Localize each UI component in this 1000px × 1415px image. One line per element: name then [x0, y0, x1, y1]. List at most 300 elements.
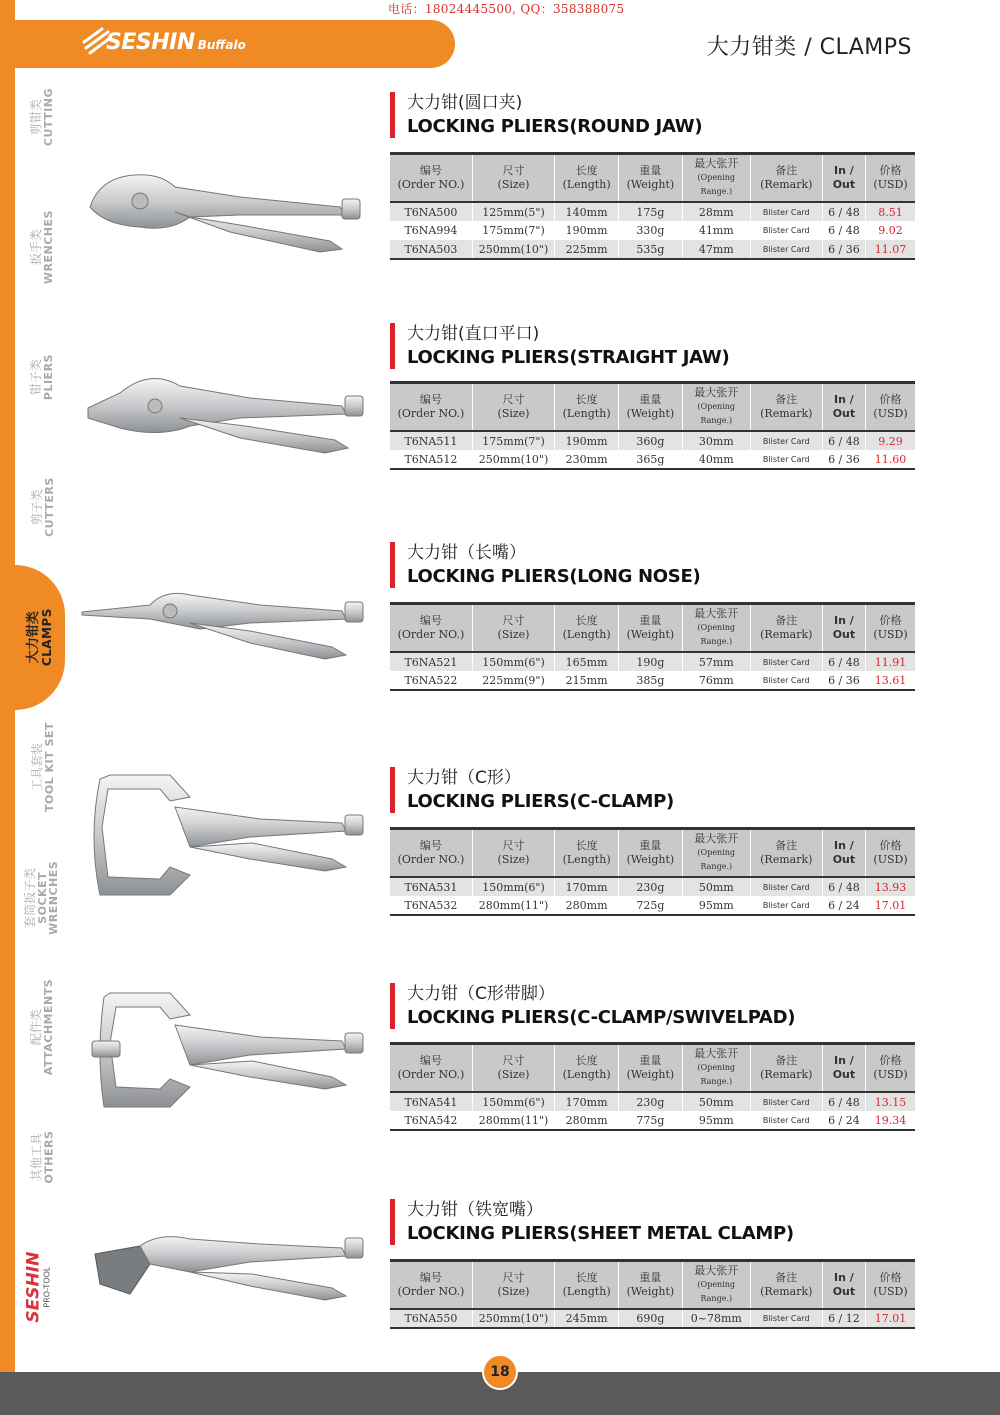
length-cell: 245mm [555, 1309, 619, 1328]
size-cell: 150mm(6") [472, 877, 554, 896]
tab-en: ATTACHMENTS [42, 979, 56, 1076]
brand-logo [88, 30, 246, 55]
price-cell: 9.29 [866, 431, 915, 450]
sidebar-tab-pliers[interactable] [15, 345, 70, 410]
size-cell: 125mm(5") [472, 202, 554, 221]
header-en: (Weight) [626, 853, 675, 866]
header-zh: 尺寸 [502, 164, 525, 177]
length-cell: 230mm [555, 450, 619, 469]
header-en: (Size) [497, 1068, 530, 1081]
price-cell: 11.91 [866, 652, 915, 671]
range-cell: 30mm [682, 431, 750, 450]
weight-header [619, 1044, 683, 1093]
order-cell: T6NA511 [390, 431, 472, 450]
header-zh: 尺寸 [502, 1054, 525, 1067]
range-cell: 50mm [682, 1092, 750, 1111]
product-title [390, 1199, 794, 1245]
inout-cell: 6 / 36 [822, 671, 865, 690]
order-cell: T6NA531 [390, 877, 472, 896]
length-header [555, 829, 619, 878]
table-row [390, 652, 915, 671]
range-header [682, 829, 750, 878]
tab-zh: 工具套装 [29, 743, 44, 792]
table-row [390, 221, 915, 240]
remark-cell: Blister Card [750, 671, 822, 690]
remark-cell: Blister Card [750, 1111, 822, 1130]
header-en: (USD) [873, 1285, 908, 1298]
spec-table [390, 1259, 915, 1329]
length-cell: 225mm [555, 240, 619, 259]
size-cell: 250mm(10") [472, 1309, 554, 1328]
header-en: (Weight) [626, 407, 675, 420]
spec-table [390, 827, 915, 916]
spec-table [390, 1042, 915, 1131]
tab-zh: 套筒扳子类 [23, 867, 38, 928]
header-zh: 价格 [879, 1054, 902, 1067]
header-zh: 长度 [575, 1054, 598, 1067]
product-section-straight-jaw [80, 323, 920, 483]
header-zh: 重量 [639, 1271, 662, 1284]
tab-en: TOOL KIT SET [42, 722, 56, 813]
order-cell: T6NA522 [390, 671, 472, 690]
weight-cell: 175g [619, 202, 683, 221]
table-row [390, 896, 915, 915]
range-cell: 76mm [682, 671, 750, 690]
sidebar-brand-logo [18, 1240, 58, 1335]
header-zh: 重量 [639, 839, 662, 852]
product-title-zh: 大力钳（C形带脚） [407, 984, 555, 1004]
table-row [390, 877, 915, 896]
weight-cell: 230g [619, 877, 683, 896]
header-en: (Order NO.) [397, 178, 465, 191]
header-en: (Opening Range.) [697, 848, 736, 871]
range-cell: 28mm [682, 202, 750, 221]
brand-sub: Buffalo [197, 38, 246, 52]
remark-cell: Blister Card [750, 221, 822, 240]
inout-cell: 6 / 24 [822, 1111, 865, 1130]
header-en: (USD) [873, 1068, 908, 1081]
inout-cell: 6 / 48 [822, 877, 865, 896]
weight-header [619, 604, 683, 653]
size-header [472, 604, 554, 653]
size-header [472, 1261, 554, 1310]
table-row [390, 431, 915, 450]
c-clamp-pliers-icon [80, 767, 370, 902]
sidebar-tab-tool-kit-set[interactable] [15, 720, 70, 815]
tab-zh: 扳手类 [29, 229, 44, 266]
order-cell: T6NA541 [390, 1092, 472, 1111]
header-zh: 编号 [419, 1271, 442, 1284]
size-cell: 150mm(6") [472, 1092, 554, 1111]
remark-header [750, 829, 822, 878]
header-en: (Remark) [760, 1285, 813, 1298]
tab-zh: 钳子类 [29, 359, 44, 396]
price-cell: 17.01 [866, 896, 915, 915]
inout-cell: 6 / 48 [822, 431, 865, 450]
header-en: (Length) [562, 407, 611, 420]
tab-en: OTHERS [42, 1131, 56, 1184]
weight-header [619, 829, 683, 878]
page-number: 18 [482, 1354, 518, 1390]
product-title-zh: 大力钳（铁宽嘴） [407, 1200, 543, 1220]
length-cell: 165mm [555, 652, 619, 671]
header-en: (Remark) [760, 853, 813, 866]
table-row [390, 202, 915, 221]
header-en: (USD) [873, 407, 908, 420]
tab-en: SOCKET [36, 871, 50, 924]
tab-en: CUTTING [42, 88, 56, 147]
weight-cell: 725g [619, 896, 683, 915]
tab-en-2: WRENCHES [47, 860, 61, 935]
sidebar-tab-cutters[interactable] [15, 470, 70, 545]
range-cell: 40mm [682, 450, 750, 469]
header-zh: 最大张开 [694, 832, 739, 845]
price-header [866, 154, 915, 203]
inout-cell: 6 / 36 [822, 450, 865, 469]
header-en: (Size) [497, 407, 530, 420]
range-cell: 41mm [682, 221, 750, 240]
tab-en: CLAMPS [39, 608, 54, 667]
weight-header [619, 383, 683, 432]
range-cell: 57mm [682, 652, 750, 671]
long-nose-pliers-icon [80, 567, 370, 707]
header-en: (Size) [497, 1285, 530, 1298]
size-cell: 175mm(7") [472, 431, 554, 450]
product-section-sheet-metal-clamp [80, 1199, 920, 1359]
tab-zh: 其他工具 [29, 1133, 44, 1182]
order-header [390, 829, 472, 878]
product-section-long-nose [80, 542, 920, 702]
order-cell: T6NA503 [390, 240, 472, 259]
order-header [390, 604, 472, 653]
inout-cell: 6 / 48 [822, 202, 865, 221]
price-header [866, 1261, 915, 1310]
contact-line: 电话：18024445500, QQ：358388075 [388, 2, 625, 16]
header-zh: 最大张开 [694, 1264, 739, 1277]
header-en: (Remark) [760, 1068, 813, 1081]
product-title-en: LOCKING PLIERS(C-CLAMP/SWIVELPAD) [407, 1007, 796, 1028]
header-en: (Size) [497, 853, 530, 866]
header-zh: 价格 [879, 839, 902, 852]
header-en: (USD) [873, 853, 908, 866]
order-header [390, 383, 472, 432]
header-zh: 编号 [419, 164, 442, 177]
range-cell: 50mm [682, 877, 750, 896]
header-zh: 价格 [879, 164, 902, 177]
price-cell: 11.07 [866, 240, 915, 259]
header-zh: 长度 [575, 393, 598, 406]
product-title-zh: 大力钳（C形） [407, 768, 521, 788]
header-zh: 长度 [575, 839, 598, 852]
header-en: (Length) [562, 853, 611, 866]
header-en: (Size) [497, 628, 530, 641]
remark-cell: Blister Card [750, 431, 822, 450]
range-header [682, 383, 750, 432]
tab-en: CUTTERS [42, 477, 56, 538]
table-row [390, 240, 915, 259]
range-header [682, 604, 750, 653]
weight-cell: 360g [619, 431, 683, 450]
straight-jaw-pliers-icon [80, 348, 370, 488]
product-title-en: LOCKING PLIERS(C-CLAMP) [407, 791, 674, 812]
product-title [390, 767, 674, 813]
price-cell: 9.02 [866, 221, 915, 240]
price-cell: 8.51 [866, 202, 915, 221]
order-header [390, 1044, 472, 1093]
length-header [555, 604, 619, 653]
inout-cell: 6 / 24 [822, 896, 865, 915]
side-strip [0, 0, 15, 1372]
header-zh: 重量 [639, 1054, 662, 1067]
order-cell: T6NA532 [390, 896, 472, 915]
tab-en: WRENCHES [42, 210, 56, 285]
weight-cell: 365g [619, 450, 683, 469]
header-en: (Order NO.) [397, 1068, 465, 1081]
header-zh: 长度 [575, 1271, 598, 1284]
range-cell: 0~78mm [682, 1309, 750, 1328]
header-en: (Opening Range.) [697, 402, 736, 425]
header-zh: 最大张开 [694, 607, 739, 620]
product-title-zh: 大力钳(圆口夹) [407, 93, 523, 113]
length-header [555, 1044, 619, 1093]
product-title-en: LOCKING PLIERS(LONG NOSE) [407, 566, 701, 587]
sheet-metal-clamp-pliers-icon [80, 1224, 370, 1364]
sidebar-brand-sub: PRO-TOOL [41, 1267, 51, 1308]
size-cell: 150mm(6") [472, 652, 554, 671]
table-row [390, 671, 915, 690]
range-header [682, 1044, 750, 1093]
order-cell: T6NA521 [390, 652, 472, 671]
spec-table [390, 152, 915, 260]
length-cell: 140mm [555, 202, 619, 221]
product-title [390, 323, 729, 369]
inout-cell: 6 / 12 [822, 1309, 865, 1328]
remark-cell: Blister Card [750, 202, 822, 221]
header-zh: 备注 [775, 614, 798, 627]
header-zh: 重量 [639, 614, 662, 627]
header-en: (Length) [562, 178, 611, 191]
c-clamp-swivelpad-pliers-icon [80, 983, 370, 1118]
header-zh: 编号 [419, 614, 442, 627]
product-title [390, 983, 795, 1029]
header-zh: 最大张开 [694, 157, 739, 170]
price-cell: 11.60 [866, 450, 915, 469]
header-en: (Size) [497, 178, 530, 191]
range-header [682, 154, 750, 203]
header-en: (Weight) [626, 1068, 675, 1081]
tab-zh: 大力钳类 [25, 611, 41, 664]
header-en: (Order NO.) [397, 1285, 465, 1298]
length-header [555, 154, 619, 203]
header-en: (Weight) [626, 178, 675, 191]
sidebar-tab-clamps[interactable] [15, 565, 65, 710]
sidebar-tab-cutting[interactable] [15, 80, 70, 155]
table-row [390, 450, 915, 469]
spec-table [390, 381, 915, 470]
inout-header: In / Out [822, 383, 865, 432]
header-en: (Length) [562, 1068, 611, 1081]
table-row [390, 1309, 915, 1328]
weight-cell: 230g [619, 1092, 683, 1111]
length-cell: 215mm [555, 671, 619, 690]
range-header [682, 1261, 750, 1310]
page-heading: 大力钳类 / CLAMPS [706, 35, 912, 60]
weight-cell: 775g [619, 1111, 683, 1130]
size-cell: 250mm(10") [472, 240, 554, 259]
size-cell: 175mm(7") [472, 221, 554, 240]
header-en: (Order NO.) [397, 853, 465, 866]
sidebar-tab-others[interactable] [15, 1125, 70, 1190]
order-cell: T6NA542 [390, 1111, 472, 1130]
remark-cell: Blister Card [750, 240, 822, 259]
product-title [390, 92, 702, 138]
header-zh: 尺寸 [502, 614, 525, 627]
tab-zh: 配件类 [29, 1009, 44, 1046]
header-en: (Length) [562, 1285, 611, 1298]
brand-name: SESHIN [106, 30, 195, 55]
remark-cell: Blister Card [750, 450, 822, 469]
price-header [866, 383, 915, 432]
header-zh: 价格 [879, 614, 902, 627]
length-cell: 190mm [555, 431, 619, 450]
header-en: (Remark) [760, 178, 813, 191]
price-cell: 13.61 [866, 671, 915, 690]
size-header [472, 829, 554, 878]
logo-mark-icon [82, 26, 112, 56]
weight-cell: 190g [619, 652, 683, 671]
weight-cell: 385g [619, 671, 683, 690]
header-zh: 最大张开 [694, 386, 739, 399]
inout-header: In / Out [822, 829, 865, 878]
header-en: (Order NO.) [397, 628, 465, 641]
remark-header [750, 1261, 822, 1310]
inout-cell: 6 / 48 [822, 652, 865, 671]
remark-cell: Blister Card [750, 652, 822, 671]
header-zh: 重量 [639, 164, 662, 177]
round-jaw-pliers-icon [80, 137, 370, 277]
tab-zh: 剪子类 [29, 489, 44, 526]
header-zh: 重量 [639, 393, 662, 406]
size-header [472, 383, 554, 432]
range-cell: 47mm [682, 240, 750, 259]
sidebar-tab-socket-wrenches[interactable] [15, 855, 70, 940]
header-en: (Weight) [626, 1285, 675, 1298]
header-en: (Opening Range.) [697, 1280, 736, 1303]
range-cell: 95mm [682, 1111, 750, 1130]
header-zh: 长度 [575, 164, 598, 177]
weight-header [619, 154, 683, 203]
product-section-round-jaw [80, 92, 920, 256]
product-title-zh: 大力钳（长嘴） [407, 543, 526, 563]
header-zh: 编号 [419, 839, 442, 852]
sidebar-tab-wrenches[interactable] [15, 205, 70, 290]
price-cell: 13.15 [866, 1092, 915, 1111]
size-cell: 280mm(11") [472, 1111, 554, 1130]
weight-cell: 690g [619, 1309, 683, 1328]
length-cell: 170mm [555, 877, 619, 896]
header-zh: 备注 [775, 839, 798, 852]
price-cell: 19.34 [866, 1111, 915, 1130]
length-cell: 280mm [555, 1111, 619, 1130]
header-en: (Weight) [626, 628, 675, 641]
header-en: (Length) [562, 628, 611, 641]
header-zh: 最大张开 [694, 1047, 739, 1060]
remark-header [750, 1044, 822, 1093]
tab-en: PLIERS [42, 354, 56, 401]
order-cell: T6NA500 [390, 202, 472, 221]
sidebar-tab-attachments[interactable] [15, 980, 70, 1075]
header-en: (Opening Range.) [697, 173, 736, 196]
inout-cell: 6 / 36 [822, 240, 865, 259]
price-header [866, 829, 915, 878]
header-zh: 长度 [575, 614, 598, 627]
inout-cell: 6 / 48 [822, 221, 865, 240]
size-cell: 225mm(9") [472, 671, 554, 690]
size-header [472, 154, 554, 203]
header-zh: 备注 [775, 393, 798, 406]
product-section-c-clamp-swivelpad [80, 983, 920, 1143]
inout-cell: 6 / 48 [822, 1092, 865, 1111]
size-cell: 250mm(10") [472, 450, 554, 469]
header-en: (Remark) [760, 628, 813, 641]
header-zh: 备注 [775, 164, 798, 177]
length-header [555, 1261, 619, 1310]
remark-header [750, 383, 822, 432]
remark-cell: Blister Card [750, 896, 822, 915]
length-cell: 170mm [555, 1092, 619, 1111]
weight-cell: 330g [619, 221, 683, 240]
product-title-en: LOCKING PLIERS(STRAIGHT JAW) [407, 347, 730, 368]
header-en: (Opening Range.) [697, 623, 736, 646]
remark-header [750, 604, 822, 653]
header-zh: 编号 [419, 393, 442, 406]
range-cell: 95mm [682, 896, 750, 915]
inout-header: In / Out [822, 1044, 865, 1093]
order-header [390, 1261, 472, 1310]
header-en: (Opening Range.) [697, 1063, 736, 1086]
header-zh: 尺寸 [502, 1271, 525, 1284]
header-zh: 编号 [419, 1054, 442, 1067]
price-cell: 17.01 [866, 1309, 915, 1328]
remark-header [750, 154, 822, 203]
length-cell: 280mm [555, 896, 619, 915]
inout-header: In / Out [822, 604, 865, 653]
price-header [866, 1044, 915, 1093]
remark-cell: Blister Card [750, 1309, 822, 1328]
header-en: (Order NO.) [397, 407, 465, 420]
sidebar-brand-name: SESHIN [22, 1252, 43, 1323]
weight-cell: 535g [619, 240, 683, 259]
size-header [472, 1044, 554, 1093]
header-en: (Remark) [760, 407, 813, 420]
price-header [866, 604, 915, 653]
header-zh: 尺寸 [502, 839, 525, 852]
header-zh: 尺寸 [502, 393, 525, 406]
table-row [390, 1111, 915, 1130]
product-title-en: LOCKING PLIERS(SHEET METAL CLAMP) [407, 1223, 794, 1244]
tab-zh: 剪钳类 [29, 99, 44, 136]
header-zh: 价格 [879, 393, 902, 406]
length-header [555, 383, 619, 432]
order-cell: T6NA994 [390, 221, 472, 240]
remark-cell: Blister Card [750, 1092, 822, 1111]
product-title-en: LOCKING PLIERS(ROUND JAW) [407, 116, 703, 137]
length-cell: 190mm [555, 221, 619, 240]
product-title-zh: 大力钳(直口平口) [407, 324, 540, 344]
spec-table [390, 602, 915, 691]
table-row [390, 1092, 915, 1111]
header-en: (USD) [873, 628, 908, 641]
